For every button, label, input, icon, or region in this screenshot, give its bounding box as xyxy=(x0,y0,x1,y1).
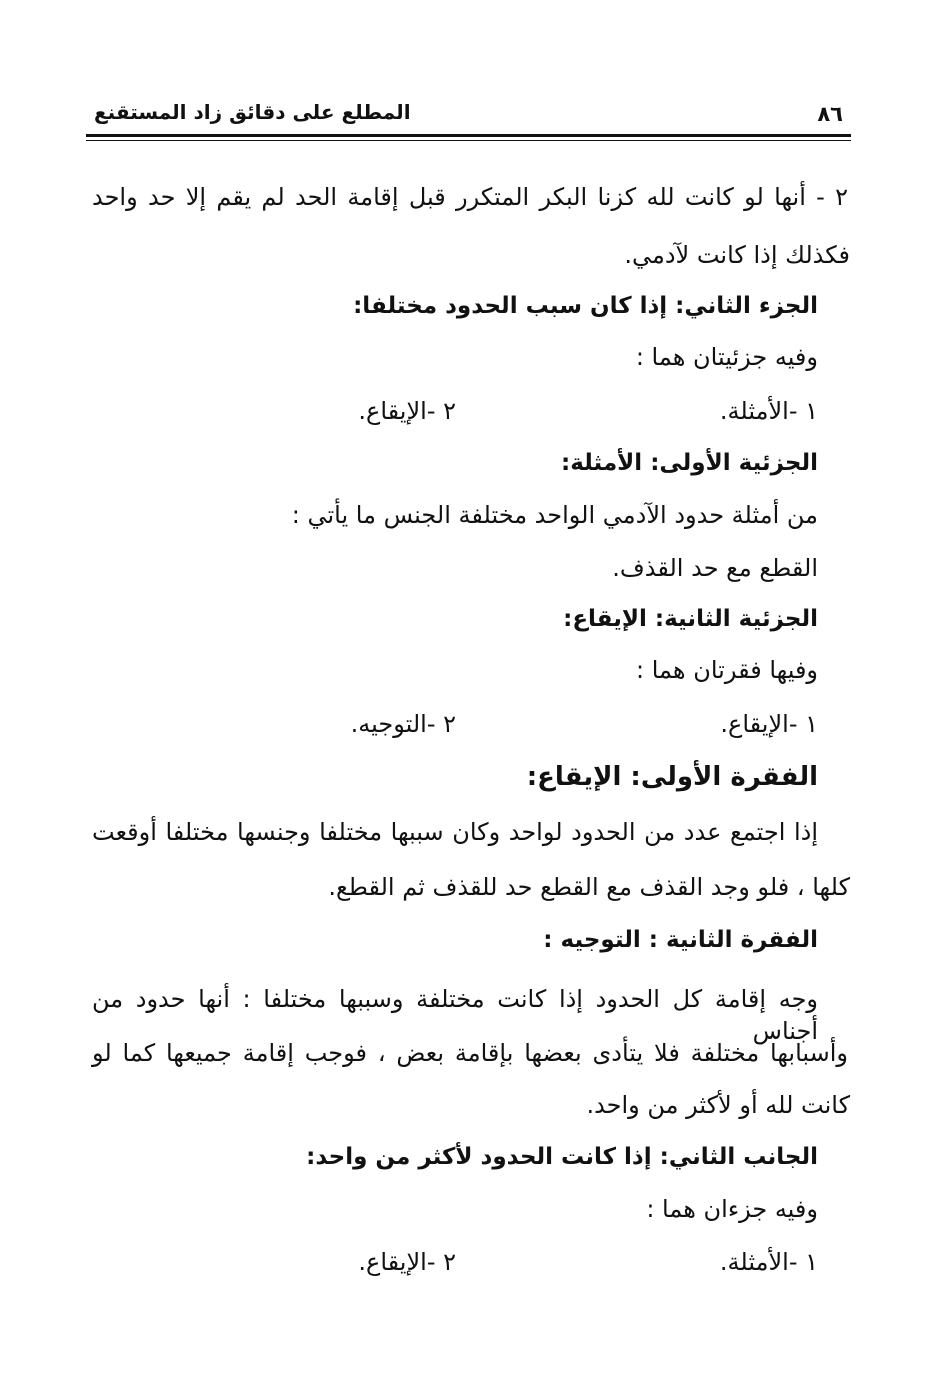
section-heading: الجزء الثاني: إذا كان سبب الحدود مختلفا: xyxy=(353,293,818,319)
list-item: ٢ -التوجيه. xyxy=(350,710,456,738)
page-number: ٨٦ xyxy=(817,102,843,126)
list-item: ١ -الأمثلة. xyxy=(719,397,818,425)
section-heading: الفقرة الثانية : التوجيه : xyxy=(543,927,818,953)
paragraph-line: فكذلك إذا كانت لآدمي. xyxy=(624,241,850,269)
intro-line: وفيه جزئيتان هما : xyxy=(635,343,818,371)
section-heading: الفقرة الأولى: الإيقاع: xyxy=(526,762,818,792)
page-header xyxy=(90,98,848,128)
header-rule-thick xyxy=(86,134,851,137)
list-item: ١ -الأمثلة. xyxy=(719,1248,818,1276)
list-item: ١ -الإيقاع. xyxy=(720,710,818,738)
header-rule-thin xyxy=(86,140,851,141)
intro-line: وفيه جزءان هما : xyxy=(646,1195,818,1223)
paragraph-line: وأسبابها مختلفة فلا يتأدى بعضها بإقامة بعض ، فوجب إقامة جميعها كما لو xyxy=(92,1039,848,1067)
paragraph-line: كلها ، فلو وجد القذف مع القطع حد للقذف ثم القطع. xyxy=(328,873,850,901)
section-heading: الجزئية الثانية: الإيقاع: xyxy=(563,606,818,632)
list-item: ٢ -الإيقاع. xyxy=(358,397,456,425)
paragraph-line: وجه إقامة كل الحدود إذا كانت مختلفة وسببها مختلفا : أنها حدود من أجناس xyxy=(92,985,818,1045)
section-heading: الجزئية الأولى: الأمثلة: xyxy=(561,450,818,476)
section-heading: الجانب الثاني: إذا كانت الحدود لأكثر من واحد: xyxy=(306,1144,818,1170)
paragraph-line: كانت لله أو لأكثر من واحد. xyxy=(586,1091,850,1119)
paragraph-line: إذا اجتمع عدد من الحدود لواحد وكان سببها مختلفا وجنسها مختلفا أوقعت xyxy=(92,818,818,846)
book-title: المطلع على دقائق زاد المستقنع xyxy=(94,100,411,124)
intro-line: من أمثلة حدود الآدمي الواحد مختلفة الجنس ما يأتي : xyxy=(291,501,818,529)
list-item: ٢ -الإيقاع. xyxy=(358,1248,456,1276)
intro-line: وفيها فقرتان هما : xyxy=(636,656,818,684)
paragraph-line: ٢ - أنها لو كانت لله كزنا البكر المتكرر قبل إقامة الحد لم يقم إلا حد واحد xyxy=(92,183,848,211)
example-line: القطع مع حد القذف. xyxy=(612,554,818,582)
